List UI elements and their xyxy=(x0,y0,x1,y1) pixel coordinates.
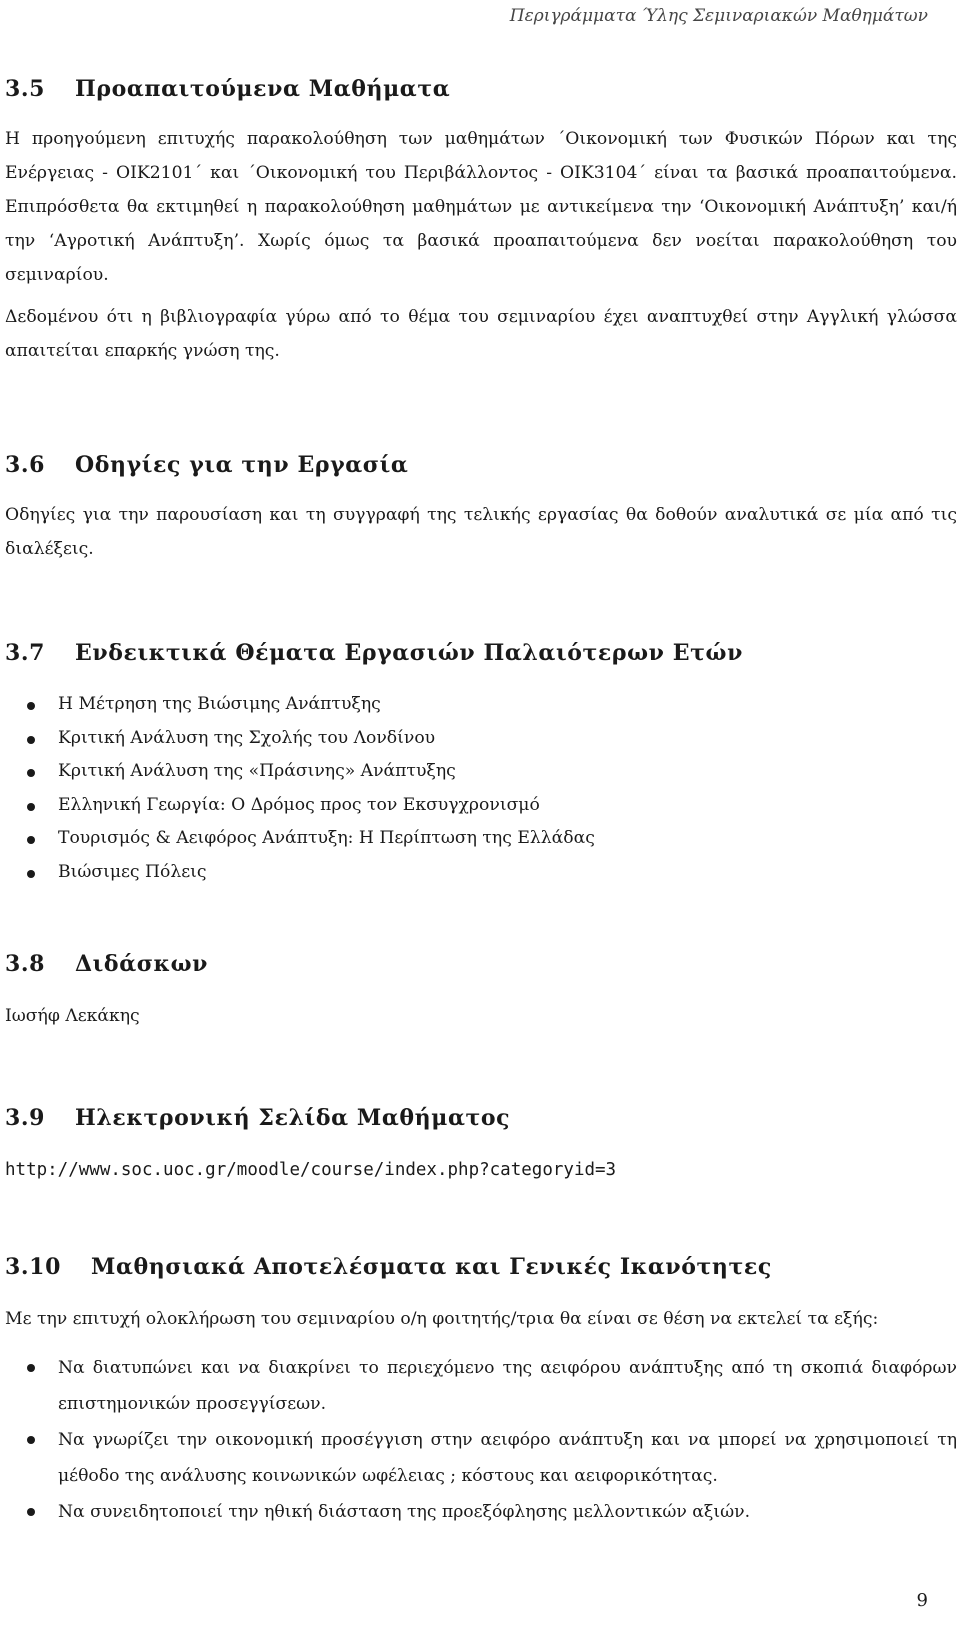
bullet-icon xyxy=(27,870,35,878)
bullet-icon xyxy=(27,736,35,744)
section-number: 3.7 xyxy=(5,640,46,666)
section-outcomes xyxy=(5,1254,957,1530)
section-heading xyxy=(5,76,957,102)
topics-list xyxy=(5,688,957,889)
course-url-link[interactable]: http://www.soc.uoc.gr/moodle/course/index.php?categoryid=3 xyxy=(5,1160,617,1180)
list-item: Τουρισμός & Αειφόρος Ανάπτυξη: Η Περίπτωση της Ελλάδας xyxy=(5,822,957,856)
section-heading xyxy=(5,1105,957,1131)
section-title: Ηλεκτρονική Σελίδα Μαθήματος xyxy=(75,1105,511,1131)
section-number: 3.6 xyxy=(5,452,46,478)
section-number: 3.8 xyxy=(5,951,46,977)
bullet-icon xyxy=(27,803,35,811)
section-heading xyxy=(5,1254,957,1280)
language-paragraph: Δεδομένου ότι η βιβλιογραφία γύρω από το θέμα του σεμιναρίου έχει αναπτυχθεί στην Αγγλική γλώσσα απαιτείται επαρκής γνώση της. xyxy=(5,307,957,361)
prerequisites-paragraph: Η προηγούμενη επιτυχής παρακολούθηση των μαθημάτων ΄Οικονομική των Φυσικών Πόρων και της Ενέργειας - ΟΙΚ2101΄ και ΄Οικονομική του Περιβάλλοντος - ΟΙΚ3104΄ είναι τα βασικά προαπαιτούμενα. Επιπρόσθετα θα εκτιμηθεί η παρακολούθηση μαθημάτων με αντικείμενα την ‘Οικονομική Ανάπτυξη’ και/ή την ‘Αγροτική Ανάπτυξη’. Χωρίς όμως τα βασικά προαπαιτούμενα δεν νοείται παρακολούθηση του σεμιναρίου. xyxy=(5,129,957,285)
section-topics xyxy=(5,640,957,889)
bullet-icon xyxy=(27,769,35,777)
bullet-icon xyxy=(27,836,35,844)
section-number: 3.5 xyxy=(5,76,46,102)
section-prerequisites xyxy=(5,76,957,368)
section-number: 3.10 xyxy=(5,1254,61,1280)
section-instructions xyxy=(5,452,957,566)
section-title: Προαπαιτούμενα Μαθήματα xyxy=(75,76,451,102)
section-instructor xyxy=(5,951,957,1033)
section-title: Μαθησιακά Αποτελέσματα και Γενικές Ικανότητες xyxy=(91,1254,772,1280)
list-item: Βιώσιμες Πόλεις xyxy=(5,856,957,890)
page-number: 9 xyxy=(916,1590,928,1611)
outcomes-intro: Με την επιτυχή ολοκλήρωση του σεμιναρίου ο/η φοιτητής/τρια θα είναι σε θέση να εκτελεί τα εξής: xyxy=(5,1309,879,1329)
section-heading xyxy=(5,951,957,977)
list-item: Κριτική Ανάλυση της «Πράσινης» Ανάπτυξης xyxy=(5,755,957,789)
instructions-paragraph: Οδηγίες για την παρουσίαση και τη συγγραφή της τελικής εργασίας θα δοθούν αναλυτικά σε μία από τις διαλέξεις. xyxy=(5,505,957,559)
section-heading xyxy=(5,452,957,478)
list-item: Κριτική Ανάλυση της Σχολής του Λονδίνου xyxy=(5,722,957,756)
bullet-icon xyxy=(27,702,35,710)
section-number: 3.9 xyxy=(5,1105,46,1131)
outcomes-list xyxy=(5,1350,957,1530)
bullet-icon xyxy=(27,1508,35,1516)
section-title: Διδάσκων xyxy=(75,951,209,977)
section-heading xyxy=(5,640,957,666)
section-title: Ενδεικτικά Θέματα Εργασιών Παλαιότερων Ετών xyxy=(75,640,743,666)
instructor-name: Ιωσήφ Λεκάκης xyxy=(5,1006,140,1026)
list-item: Ελληνική Γεωργία: Ο Δρόμος προς τον Εκσυγχρονισμό xyxy=(5,789,957,823)
list-item: Η Μέτρηση της Βιώσιμης Ανάπτυξης xyxy=(5,688,957,722)
list-item: Να συνειδητοποιεί την ηθική διάσταση της προεξόφλησης μελλοντικών αξιών. xyxy=(5,1494,957,1530)
list-item: Να διατυπώνει και να διακρίνει το περιεχόμενο της αειφόρου ανάπτυξης από τη σκοπιά διαφόρων επιστημονικών προσεγγίσεων. xyxy=(5,1350,957,1422)
section-webpage xyxy=(5,1105,957,1187)
bullet-icon xyxy=(27,1364,35,1372)
list-item: Να γνωρίζει την οικονομική προσέγγιση στην αειφόρο ανάπτυξη και να μπορεί να χρησιμοποιεί τη μέθοδο της ανάλυσης κοινωνικών ωφέλειας ; κόστους και αειφορικότητας. xyxy=(5,1422,957,1494)
section-title: Οδηγίες για την Εργασία xyxy=(75,452,409,478)
running-header: Περιγράμματα Ύλης Σεμιναριακών Μαθημάτων xyxy=(509,6,928,26)
bullet-icon xyxy=(27,1436,35,1444)
